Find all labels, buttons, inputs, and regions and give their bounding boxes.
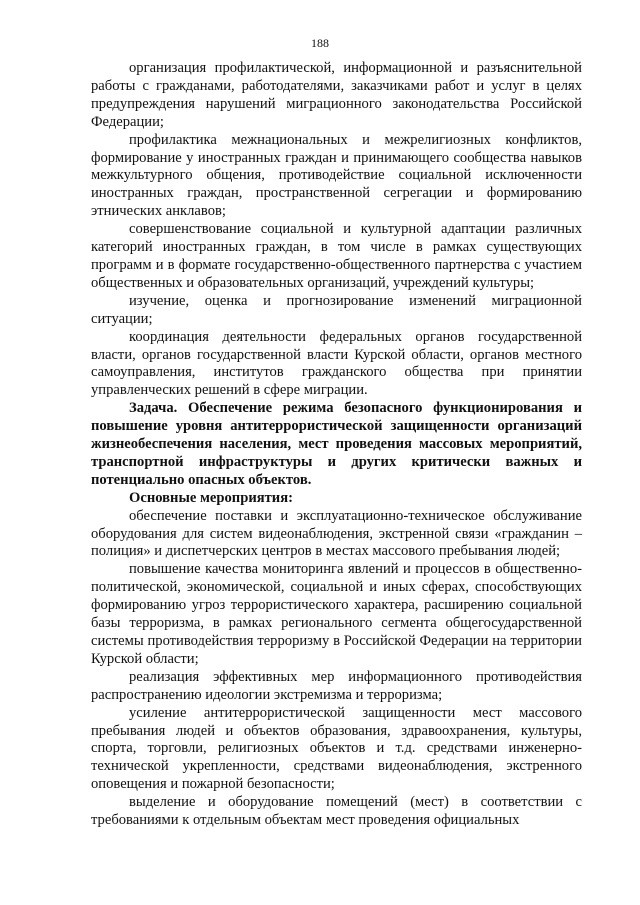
page-number: 188	[311, 36, 329, 50]
paragraph: координация деятельности федеральных органов государственной власти, органов государственной власти Курской области, органов местного самоуправления, институтов гражданского общества при принятии управленческих решений в сфере миграции.	[91, 328, 582, 399]
paragraph: реализация эффективных мер информационного противодействия распространению идеологии экстремизма и терроризма;	[91, 668, 582, 703]
paragraph: выделение и оборудование помещений (мест) в соответствии с требованиями к отдельным объектам мест проведения официальных	[91, 794, 582, 829]
paragraph: усиление антитеррористической защищенности мест массового пребывания людей и объектов образования, здравоохранения, культуры, спорта, торговли, религиозных объектов и т.д. средствами инженерно-технической укрепленности, средствами видеонаблюдения, экстренного оповещения и пожарной безопасности;	[91, 704, 582, 793]
document-body	[91, 60, 582, 830]
paragraph: профилактика межнациональных и межрелигиозных конфликтов, формирование у иностранных граждан и принимающего сообщества навыков межкультурного общения, противодействие социальной исключенности иностранных граждан, пространственной сегрегации и формированию этнических анклавов;	[91, 131, 582, 220]
paragraph: совершенствование социальной и культурной адаптации различных категорий иностранных граждан, в том числе в рамках существующих программ и в формате государственно-общественного партнерства с участием общественных и образовательных организаций, учреждений культуры;	[91, 221, 582, 291]
paragraph: изучение, оценка и прогнозирование изменений миграционной ситуации;	[91, 292, 582, 327]
paragraph: повышение качества мониторинга явлений и процессов в общественно-политической, экономической, социальной и иных сферах, способствующих формированию угроз террористического характера, расширению социальной базы терроризма, в рамках регионального сегмента общегосударственной системы противодействия терроризму в Российской Федерации на территории Курской области;	[91, 561, 582, 667]
paragraph: организация профилактической, информационной и разъяснительной работы с гражданами, работодателями, заказчиками работ и услуг в целях предупреждения нарушений миграционного законодательства Российской Федерации;	[91, 60, 582, 130]
paragraph: обеспечение поставки и эксплуатационно-техническое обслуживание оборудования для систем видеонаблюдения, экстренной связи «гражданин – полиция» и диспетчерских центров в местах массового пребывания людей;	[91, 507, 582, 560]
section-heading: Основные мероприятия:	[129, 489, 293, 506]
task-heading: Задача. Обеспечение режима безопасного функционирования и повышение уровня антитеррористической защищенности организаций жизнеобеспечения населения, мест проведения массовых мероприятий, транспортной инфраструктуры и других критически важных и потенциально опасных объектов.	[91, 400, 582, 488]
